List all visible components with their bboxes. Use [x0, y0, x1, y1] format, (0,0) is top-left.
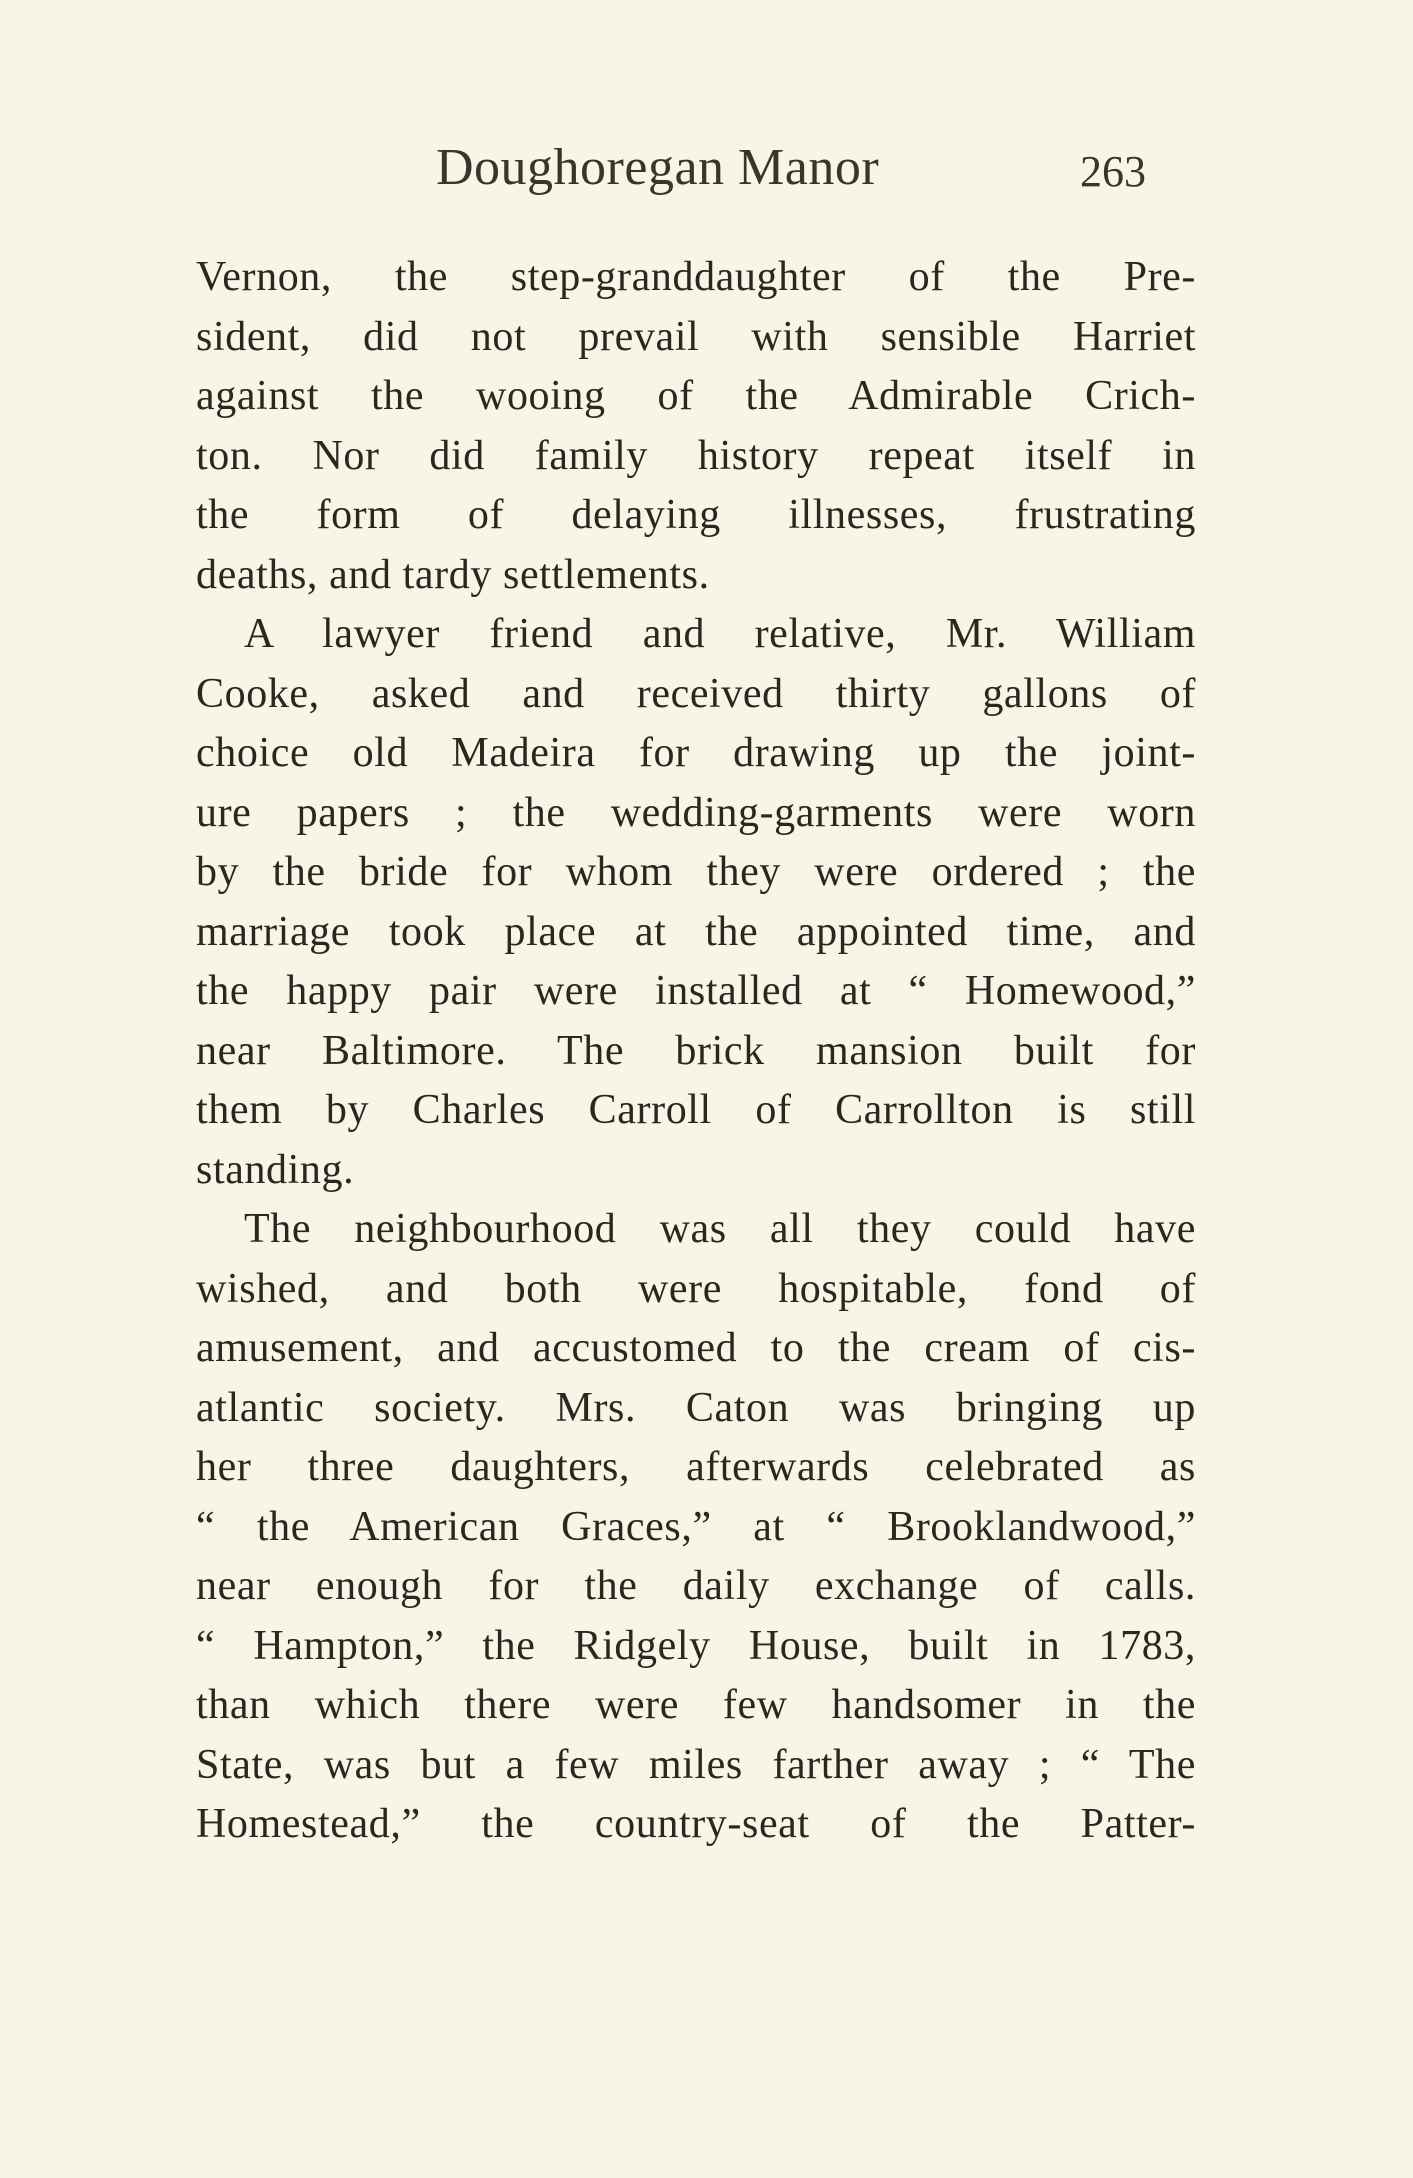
text-line: near enough for the daily exchange of calls.: [196, 1563, 1196, 1609]
text-line: them by Charles Carroll of Carrollton is still: [196, 1087, 1196, 1133]
text-line: near Baltimore. The brick mansion built for: [196, 1027, 1196, 1074]
text-line: her three daughters, afterwards celebrated as: [196, 1444, 1196, 1490]
text-line: than which there were few handsomer in the: [196, 1682, 1196, 1728]
text-line: wished, and both were hospitable, fond of: [196, 1265, 1196, 1312]
text-line: A lawyer friend and relative, Mr. William: [244, 611, 1196, 657]
text-line: amusement, and accustomed to the cream of cis-: [196, 1325, 1196, 1371]
text-line: State, was but a few miles farther away ; “ The: [196, 1741, 1196, 1788]
page-number: 263: [1080, 147, 1146, 196]
text-line: The neighbourhood was all they could have: [244, 1206, 1196, 1252]
text-line: marriage took place at the appointed time, and: [196, 908, 1196, 955]
body-text: [196, 248, 1196, 1855]
text-line: “ the American Graces,” at “ Brooklandwood,”: [196, 1503, 1196, 1550]
text-line: sident, did not prevail with sensible Harriet: [196, 313, 1196, 360]
text-line: deaths, and tardy settlements.: [196, 551, 710, 598]
text-line: atlantic society. Mrs. Caton was bringing up: [196, 1384, 1196, 1431]
text-line: standing.: [196, 1146, 355, 1193]
running-head-title: Doughoregan Manor: [436, 139, 880, 196]
text-line: Cooke, asked and received thirty gallons of: [196, 670, 1196, 717]
text-line: against the wooing of the Admirable Crich-: [196, 373, 1196, 419]
text-line: choice old Madeira for drawing up the joint-: [196, 730, 1196, 776]
text-line: the happy pair were installed at “ Homewood,”: [196, 968, 1196, 1014]
text-line: Homestead,” the country-seat of the Patter-: [196, 1801, 1196, 1847]
text-line: the form of delaying illnesses, frustrating: [196, 492, 1196, 538]
text-line: ton. Nor did family history repeat itself in: [196, 432, 1196, 479]
text-line: “ Hampton,” the Ridgely House, built in 1783,: [196, 1622, 1196, 1669]
text-line: by the bride for whom they were ordered ; the: [196, 849, 1196, 895]
text-line: Vernon, the step-granddaughter of the Pre-: [196, 254, 1196, 300]
text-line: ure papers ; the wedding-garments were worn: [196, 789, 1196, 836]
